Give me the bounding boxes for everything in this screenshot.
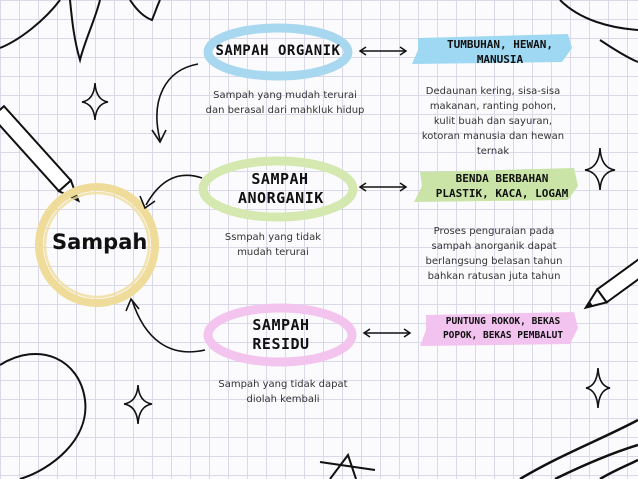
category-description-organik: Sampah yang mudah terurai dan berasal dari mahkluk hidup [205, 90, 365, 116]
category-description-residu: Sampah yang tidak dapat diolah kembali [218, 379, 348, 405]
scribble-bottom-right [520, 420, 638, 479]
category-title-organik: SAMPAH ORGANIK [215, 43, 341, 59]
arrow-organik-to-main [157, 64, 198, 140]
star-doodle-bottom [320, 455, 375, 479]
sparkle-icon [585, 148, 615, 190]
category-title-residu: SAMPAH RESIDU [252, 316, 310, 353]
scribble-top-center [130, 0, 160, 20]
sparkle-icon [586, 368, 610, 408]
main-node-label: Sampah [52, 230, 148, 254]
scribble-top-right [560, 0, 638, 62]
double-arrow-residu [364, 329, 410, 337]
example-description-anorganik: Proses penguraian pada sampah anorganik dapat berlangsung belasan tahun bahkan ratusan juta tahun [425, 226, 563, 282]
arrow-residu-to-main [132, 300, 205, 352]
example-description-organik: Dedaunan kering, sisa-sisa makanan, ranting pohon, kulit buah dan sayuran, kotoran manusia dan hewan ternak [421, 86, 565, 157]
sparkle-icon [124, 385, 152, 424]
category-title-anorganik: SAMPAH ANORGANIK [238, 170, 324, 207]
scribble-top-left [0, 0, 100, 60]
pencil-icon [581, 242, 638, 314]
example-title-organik: TUMBUHAN, HEWAN, MANUSIA [447, 38, 553, 66]
double-arrow-anorganik [360, 183, 406, 191]
category-description-anorganik: Ssmpah yang tidak mudah terurai [224, 232, 322, 258]
example-title-residu: PUNTUNG ROKOK, BEKAS POPOK, BEKAS PEMBALUT [442, 316, 564, 341]
double-arrow-organik [360, 47, 406, 55]
example-title-anorganik: BENDA BERBAHAN PLASTIK, KACA, LOGAM [435, 172, 569, 200]
arrowhead-icon [126, 299, 139, 311]
sparkle-icon [82, 83, 108, 120]
scribble-bottom-left [0, 354, 85, 479]
